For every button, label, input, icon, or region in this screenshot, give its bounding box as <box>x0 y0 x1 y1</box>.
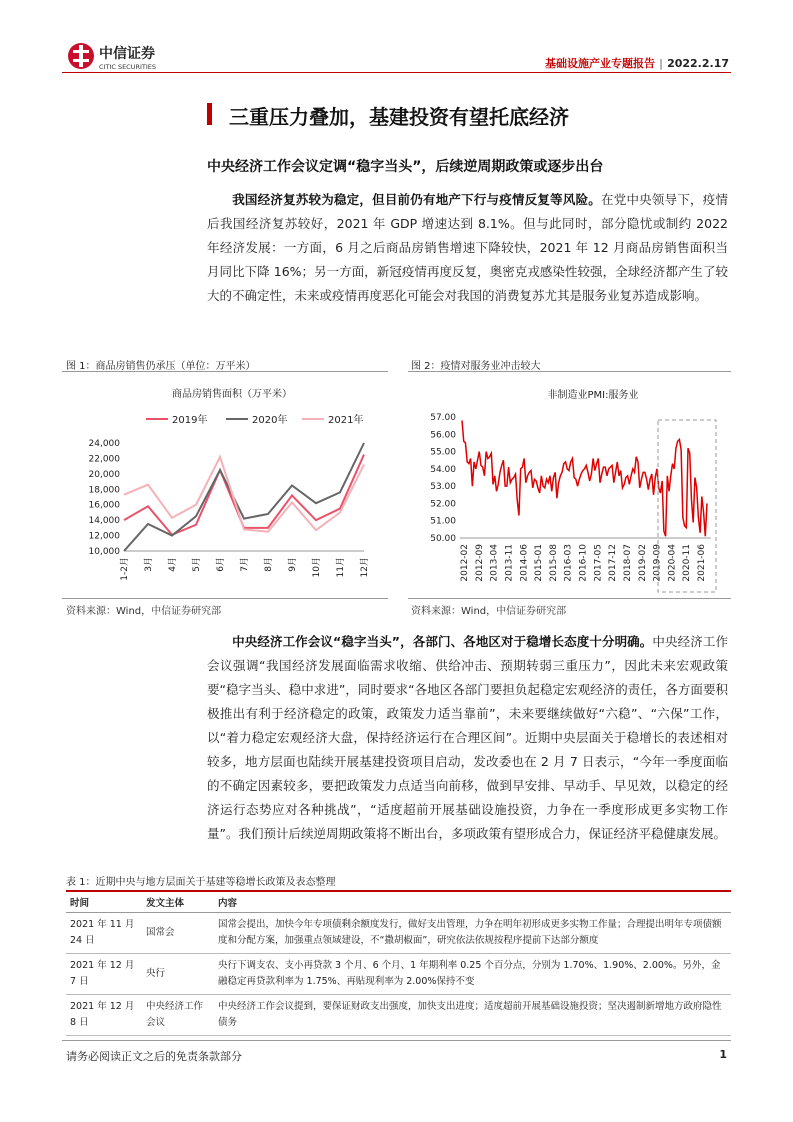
x-tick-label: 2015-01 <box>534 544 545 582</box>
logo-cn-text: 中信证券 <box>99 46 155 62</box>
table-1-caption: 表 1：近期中央与地方层面关于基建等稳增长政策及表态整理 <box>66 877 336 888</box>
x-tick-label: 12月 <box>360 557 370 578</box>
x-tick-label: 2014-06 <box>519 544 530 582</box>
x-tick-label: 2012-09 <box>474 544 485 582</box>
y-tick-label: 53.00 <box>430 482 456 493</box>
table-row <box>66 913 731 954</box>
section-subtitle: 中央经济工作会议定调“稳字当头”，后续逆周期政策或逐步出台 <box>207 159 604 175</box>
x-tick-label: 4月 <box>168 557 178 572</box>
y-tick-label: 56.00 <box>430 430 456 441</box>
y-tick-label: 22,000 <box>88 454 120 465</box>
paragraph-1 <box>207 188 728 308</box>
table-row <box>66 995 731 1036</box>
x-tick-label: 2020-11 <box>682 544 693 582</box>
paragraph-2-body: 中央经济工作会议强调“我国经济发展面临需求收缩、供给冲击、预期转弱三重压力”，因此未来宏观政策要“稳字当头、稳中求进”，同时要求“各地区各部门要担负起稳定宏观经济的责任，各方面要积极推出有利于经济稳定的政策，政策发力适当靠前”，未来要继续做好“六稳”、“六保”工作，以“着力稳定宏观经济大盘，保持经济运行在合理区间”。近期中央层面关于稳增长的表述相对较多，地方层面也陆续开展基建投资项目启动，发改委也在 2 月 7 日表示，“今年一季度面临的不确定因素较多，要把政策发力点适当向前移，做到早安排、早动手、早见效，以稳定的经济运行态势应对各种挑战”，“适度超前开展基础设施投资，力争在一季度形成更多实物工作量”。我们预计后续逆周期政策将不断出台，多项政策有望形成合力，保证经济平稳健康发展。 <box>207 634 728 841</box>
x-tick-label: 2018-07 <box>622 544 633 582</box>
figure-1-caption: 图 1：商品房销售仍承压（单位：万平米） <box>66 361 256 372</box>
x-tick-label: 2021-06 <box>697 544 707 582</box>
row-time: 2021 年 11 月 24 日 <box>66 913 142 954</box>
row-content: 国常会提出，加快今年专项债剩余额度发行，做好支出管理，力争在明年初形成更多实物工作量；合理提出明年专项债额度和分配方案，加强重点领域建设，不“撒胡椒面”，研究依法依规按程序提前下达部分额度 <box>214 913 731 954</box>
x-tick-label: 2016-10 <box>578 544 589 582</box>
x-tick-label: 9月 <box>288 557 298 572</box>
y-tick-label: 24,000 <box>88 439 120 449</box>
page-number: 1 <box>719 1048 727 1061</box>
y-tick-label: 12,000 <box>88 531 120 542</box>
footer-divider <box>62 1040 731 1041</box>
series-line <box>124 455 364 535</box>
policy-table <box>66 890 731 1036</box>
paragraph-2-lead: 中央经济工作会议“稳字当头”，各部门、各地区对于稳增长态度十分明确。 <box>232 634 653 649</box>
y-tick-label: 54.00 <box>430 464 456 475</box>
row-content: 中央经济工作会议提到，要保证财政支出强度，加快支出进度；适度超前开展基础设施投资；坚决遏制新增地方政府隐性债务 <box>214 995 731 1036</box>
series-line <box>462 420 707 536</box>
paragraph-2 <box>207 630 728 846</box>
header-separator: | <box>659 57 664 70</box>
legend-label: 2020年 <box>252 415 288 426</box>
row-content: 央行下调支农、支小再贷款 3 个月、6 个月、1 年期利率 0.25 个百分点，分别为 1.70%、1.90%、2.00%。另外，金融稳定再贷款利率为 1.75%、再贴现利率为 2.00%保持不变 <box>214 954 731 995</box>
x-tick-label: 11月 <box>336 557 346 578</box>
figure-1-bottom-rule <box>62 598 388 599</box>
x-tick-label: 2017-05 <box>593 544 604 582</box>
y-tick-label: 52.00 <box>430 499 456 510</box>
citic-emblem-icon <box>68 43 94 69</box>
logo-en-text: CITIC SECURITIES <box>99 63 157 71</box>
x-tick-label: 1-2月 <box>120 557 130 581</box>
figure-2-bottom-rule <box>408 598 731 599</box>
y-tick-label: 50.00 <box>430 534 456 544</box>
x-tick-label: 2015-08 <box>548 544 559 582</box>
section-title: 三重压力叠加，基建投资有望托底经济 <box>229 105 569 129</box>
table-header-row <box>66 891 731 913</box>
header-time: 时间 <box>66 891 142 913</box>
x-tick-label: 2012-02 <box>460 544 470 582</box>
x-tick-label: 2020-04 <box>667 544 678 582</box>
x-tick-label: 5月 <box>192 557 202 572</box>
row-org: 中央经济工作会议 <box>142 995 214 1036</box>
x-tick-label: 10月 <box>312 557 322 578</box>
header-content: 内容 <box>214 891 731 913</box>
figure-2-source: 资料来源：Wind，中信证券研究部 <box>411 606 567 617</box>
x-tick-label: 3月 <box>144 557 154 572</box>
figure-1-source: 资料来源：Wind，中信证券研究部 <box>66 606 222 617</box>
x-tick-label: 2019-02 <box>637 544 648 582</box>
y-tick-label: 20,000 <box>88 469 120 480</box>
row-time: 2021 年 12 月 8 日 <box>66 995 142 1036</box>
paragraph-1-body: 在党中央领导下，疫情后我国经济复苏较好，2021 年 GDP 增速达到 8.1%。但与此同时，部分隐忧或制约 2022 年经济发展：一方面，6 月之后商品房销售增速下降较快，2021 年 12 月商品房销售面积当月同比下降 16%；另一方面，新冠疫情再度反复，奥密克戎感染性较强，全球经济都产生了较大的不确定性，未来或疫情再度恶化可能会对我国的消费复苏尤其是服务业复苏造成影响。 <box>207 192 728 303</box>
chart-1-title: 商品房销售面积（万平米） <box>172 389 292 400</box>
paragraph-1-lead: 我国经济复苏较为稳定，但目前仍有地产下行与疫情反复等风险。 <box>232 192 602 207</box>
row-org: 国常会 <box>142 913 214 954</box>
header-right <box>545 55 729 71</box>
y-tick-label: 18,000 <box>88 485 120 496</box>
y-tick-label: 16,000 <box>88 500 120 511</box>
x-tick-label: 2016-03 <box>563 544 574 582</box>
chart-2-title: 非制造业PMI:服务业 <box>547 390 639 401</box>
figure-1-top-rule <box>62 371 388 372</box>
legend-label: 2019年 <box>172 415 208 426</box>
chart-housing-sales <box>62 373 392 598</box>
x-tick-label: 2013-11 <box>504 544 515 582</box>
y-tick-label: 10,000 <box>88 547 120 557</box>
table-row <box>66 954 731 995</box>
series-line <box>124 443 364 551</box>
x-tick-label: 7月 <box>240 557 250 572</box>
row-time: 2021 年 12 月 7 日 <box>66 954 142 995</box>
x-tick-label: 8月 <box>264 557 274 572</box>
section-title-bar <box>207 103 212 125</box>
header-org: 发文主体 <box>142 891 214 913</box>
y-tick-label: 55.00 <box>430 447 456 458</box>
y-tick-label: 14,000 <box>88 516 120 527</box>
figure-2-top-rule <box>408 371 731 372</box>
y-tick-label: 57.00 <box>430 413 456 423</box>
y-tick-label: 51.00 <box>430 516 456 527</box>
x-tick-label: 2013-04 <box>489 544 500 582</box>
x-tick-label: 2019-09 <box>652 544 663 582</box>
row-org: 央行 <box>142 954 214 995</box>
x-tick-label: 6月 <box>216 557 226 572</box>
report-date: 2022.2.17 <box>667 57 729 70</box>
chart-service-pmi <box>408 373 733 598</box>
report-title: 基础设施产业专题报告 <box>545 57 656 70</box>
legend-label: 2021年 <box>328 415 364 426</box>
header-divider <box>62 72 731 73</box>
citic-logo <box>66 40 176 76</box>
figure-2-caption: 图 2：疫情对服务业冲击较大 <box>411 361 541 372</box>
footer-disclaimer: 请务必阅读正文之后的免责条款部分 <box>66 1050 242 1063</box>
x-tick-label: 2017-12 <box>608 544 619 582</box>
